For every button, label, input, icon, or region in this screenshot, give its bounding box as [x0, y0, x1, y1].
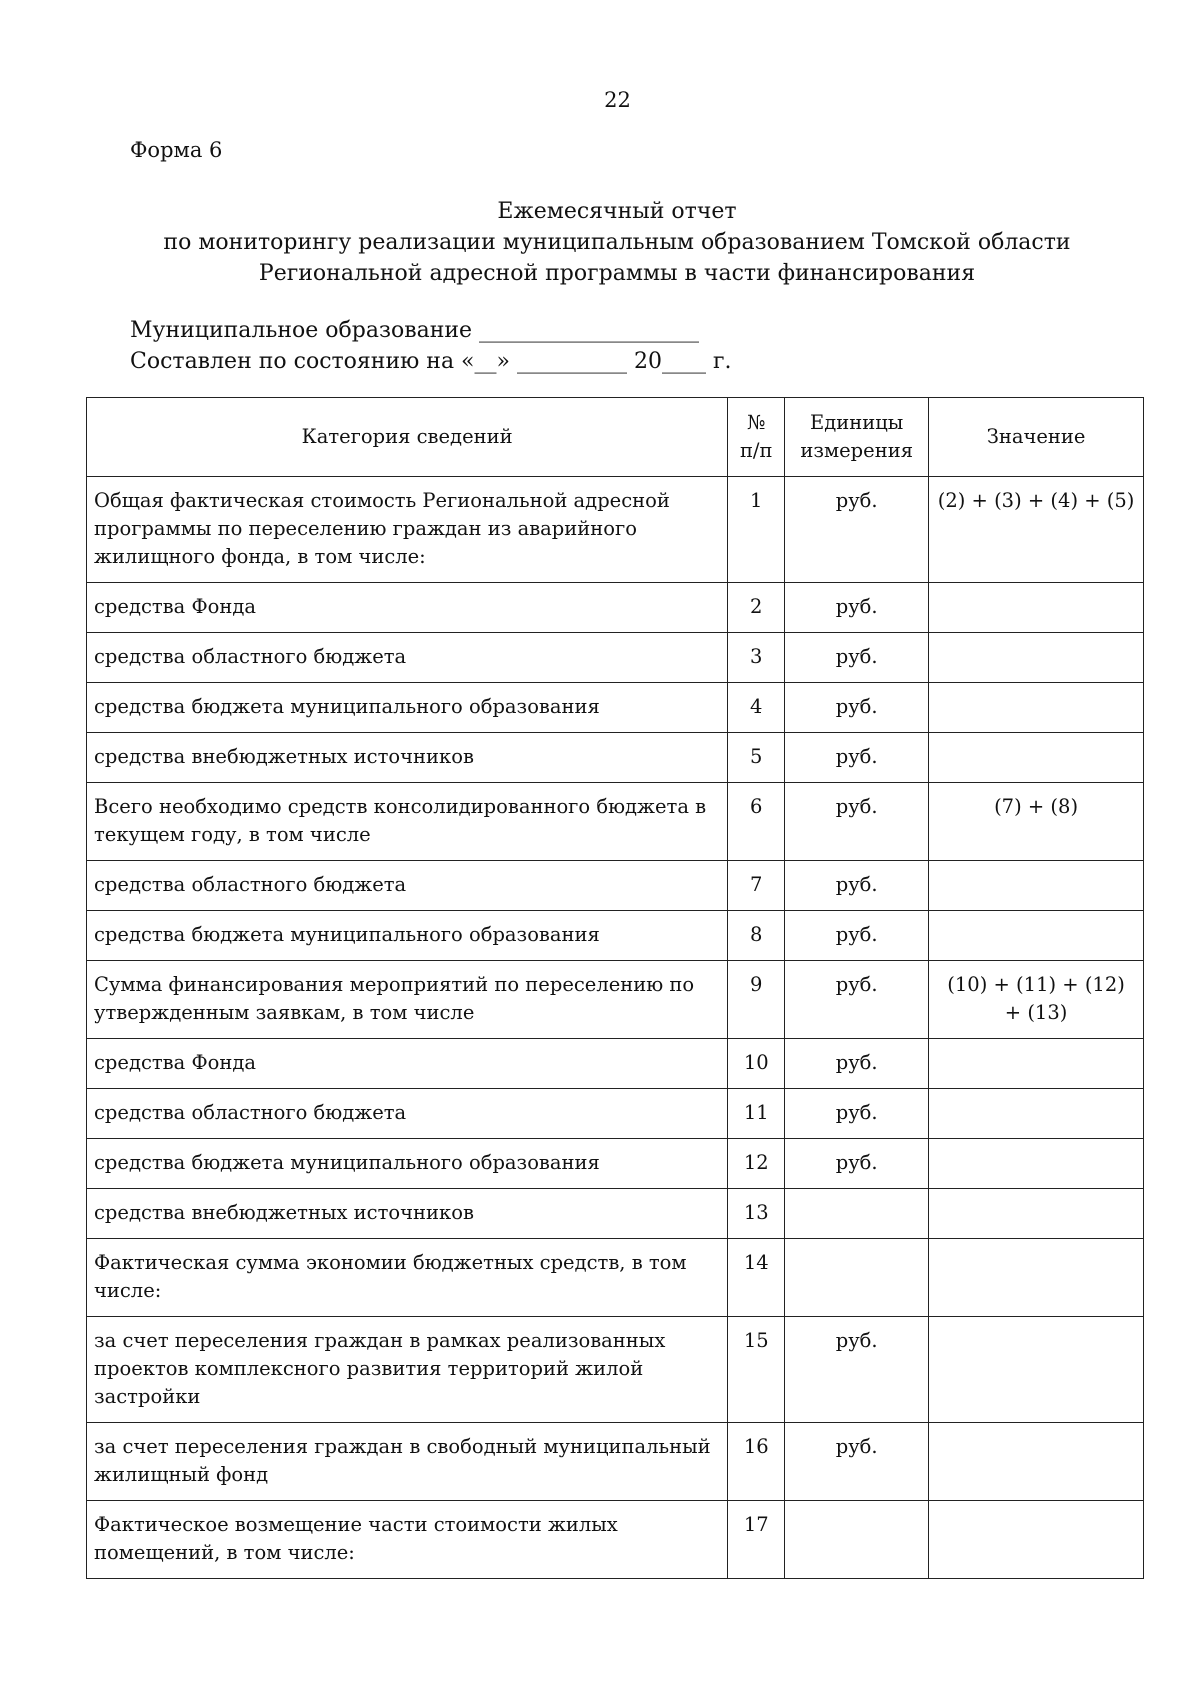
row-unit: руб.	[785, 783, 929, 861]
row-value	[929, 1317, 1144, 1423]
row-value	[929, 733, 1144, 783]
form-label: Форма 6	[130, 138, 223, 162]
table-row	[87, 683, 1144, 733]
table-row	[87, 1423, 1144, 1501]
row-number: 16	[728, 1423, 785, 1501]
row-number: 15	[728, 1317, 785, 1423]
row-value	[929, 861, 1144, 911]
row-unit: руб.	[785, 1039, 929, 1089]
row-category: за счет переселения граждан в свободный муниципальный жилищный фонд	[87, 1423, 728, 1501]
row-number: 8	[728, 911, 785, 961]
row-value	[929, 583, 1144, 633]
row-unit: руб.	[785, 477, 929, 583]
row-category: Сумма финансирования мероприятий по переселению по утвержденным заявкам, в том числе	[87, 961, 728, 1039]
table-row	[87, 1501, 1144, 1579]
row-unit: руб.	[785, 861, 929, 911]
table-row	[87, 1039, 1144, 1089]
row-category: средства Фонда	[87, 583, 728, 633]
row-unit: руб.	[785, 583, 929, 633]
row-number: 4	[728, 683, 785, 733]
table-row	[87, 783, 1144, 861]
row-number: 1	[728, 477, 785, 583]
table-row	[87, 583, 1144, 633]
table-row	[87, 477, 1144, 583]
municipality-field: Муниципальное образование ____________________	[130, 318, 700, 343]
table-row	[87, 1089, 1144, 1139]
header-value: Значение	[929, 398, 1144, 477]
title-line-3: Региональной адресной программы в части финансирования	[258, 261, 976, 286]
row-unit: руб.	[785, 1423, 929, 1501]
header-unit: Единицы измерения	[785, 398, 929, 477]
row-unit: руб.	[785, 683, 929, 733]
row-value	[929, 1039, 1144, 1089]
table-row	[87, 861, 1144, 911]
row-value	[929, 1189, 1144, 1239]
row-unit: руб.	[785, 961, 929, 1039]
table-row	[87, 911, 1144, 961]
row-unit: руб.	[785, 911, 929, 961]
row-number: 2	[728, 583, 785, 633]
row-unit	[785, 1501, 929, 1579]
table-row	[87, 961, 1144, 1039]
report-date-field: Составлен по состоянию на «__» __________ 20____ г.	[130, 349, 732, 374]
title-line-1: Ежемесячный отчет	[497, 199, 737, 224]
table-row	[87, 733, 1144, 783]
row-value	[929, 1423, 1144, 1501]
row-category: Общая фактическая стоимость Региональной адресной программы по переселению граждан из аварийного жилищного фонда, в том числе:	[87, 477, 728, 583]
table-row	[87, 633, 1144, 683]
row-value	[929, 1239, 1144, 1317]
row-value	[929, 911, 1144, 961]
table-row	[87, 1239, 1144, 1317]
header-category: Категория сведений	[87, 398, 728, 477]
row-value: (2) + (3) + (4) + (5)	[929, 477, 1144, 583]
row-category: средства областного бюджета	[87, 1089, 728, 1139]
row-number: 12	[728, 1139, 785, 1189]
row-number: 13	[728, 1189, 785, 1239]
row-value	[929, 1501, 1144, 1579]
row-value: (10) + (11) + (12) + (13)	[929, 961, 1144, 1039]
table-header-row	[87, 398, 1144, 477]
table-row	[87, 1189, 1144, 1239]
row-category: за счет переселения граждан в рамках реализованных проектов комплексного развития территорий жилой застройки	[87, 1317, 728, 1423]
table-row	[87, 1139, 1144, 1189]
row-unit: руб.	[785, 733, 929, 783]
row-number: 14	[728, 1239, 785, 1317]
row-category: средства бюджета муниципального образования	[87, 683, 728, 733]
row-category: средства бюджета муниципального образования	[87, 1139, 728, 1189]
table-row	[87, 1317, 1144, 1423]
row-category: средства областного бюджета	[87, 861, 728, 911]
row-unit: руб.	[785, 1089, 929, 1139]
row-category: средства внебюджетных источников	[87, 733, 728, 783]
row-number: 6	[728, 783, 785, 861]
page-number: 22	[604, 88, 631, 112]
row-number: 11	[728, 1089, 785, 1139]
row-number: 9	[728, 961, 785, 1039]
row-category: Фактическое возмещение части стоимости жилых помещений, в том числе:	[87, 1501, 728, 1579]
row-category: средства Фонда	[87, 1039, 728, 1089]
row-value	[929, 683, 1144, 733]
report-table	[86, 397, 1144, 1579]
row-value	[929, 1139, 1144, 1189]
row-unit	[785, 1239, 929, 1317]
row-category: средства внебюджетных источников	[87, 1189, 728, 1239]
row-category: Всего необходимо средств консолидированного бюджета в текущем году, в том числе	[87, 783, 728, 861]
row-unit: руб.	[785, 1317, 929, 1423]
row-value	[929, 633, 1144, 683]
row-unit: руб.	[785, 633, 929, 683]
row-number: 3	[728, 633, 785, 683]
title-line-2: по мониторингу реализации муниципальным образованием Томской области	[163, 230, 1071, 255]
row-unit	[785, 1189, 929, 1239]
row-value: (7) + (8)	[929, 783, 1144, 861]
row-number: 17	[728, 1501, 785, 1579]
row-number: 5	[728, 733, 785, 783]
row-category: средства бюджета муниципального образования	[87, 911, 728, 961]
row-category: Фактическая сумма экономии бюджетных средств, в том числе:	[87, 1239, 728, 1317]
row-number: 7	[728, 861, 785, 911]
row-number: 10	[728, 1039, 785, 1089]
row-unit: руб.	[785, 1139, 929, 1189]
row-category: средства областного бюджета	[87, 633, 728, 683]
header-number: № п/п	[728, 398, 785, 477]
row-value	[929, 1089, 1144, 1139]
report-title	[150, 196, 1084, 289]
